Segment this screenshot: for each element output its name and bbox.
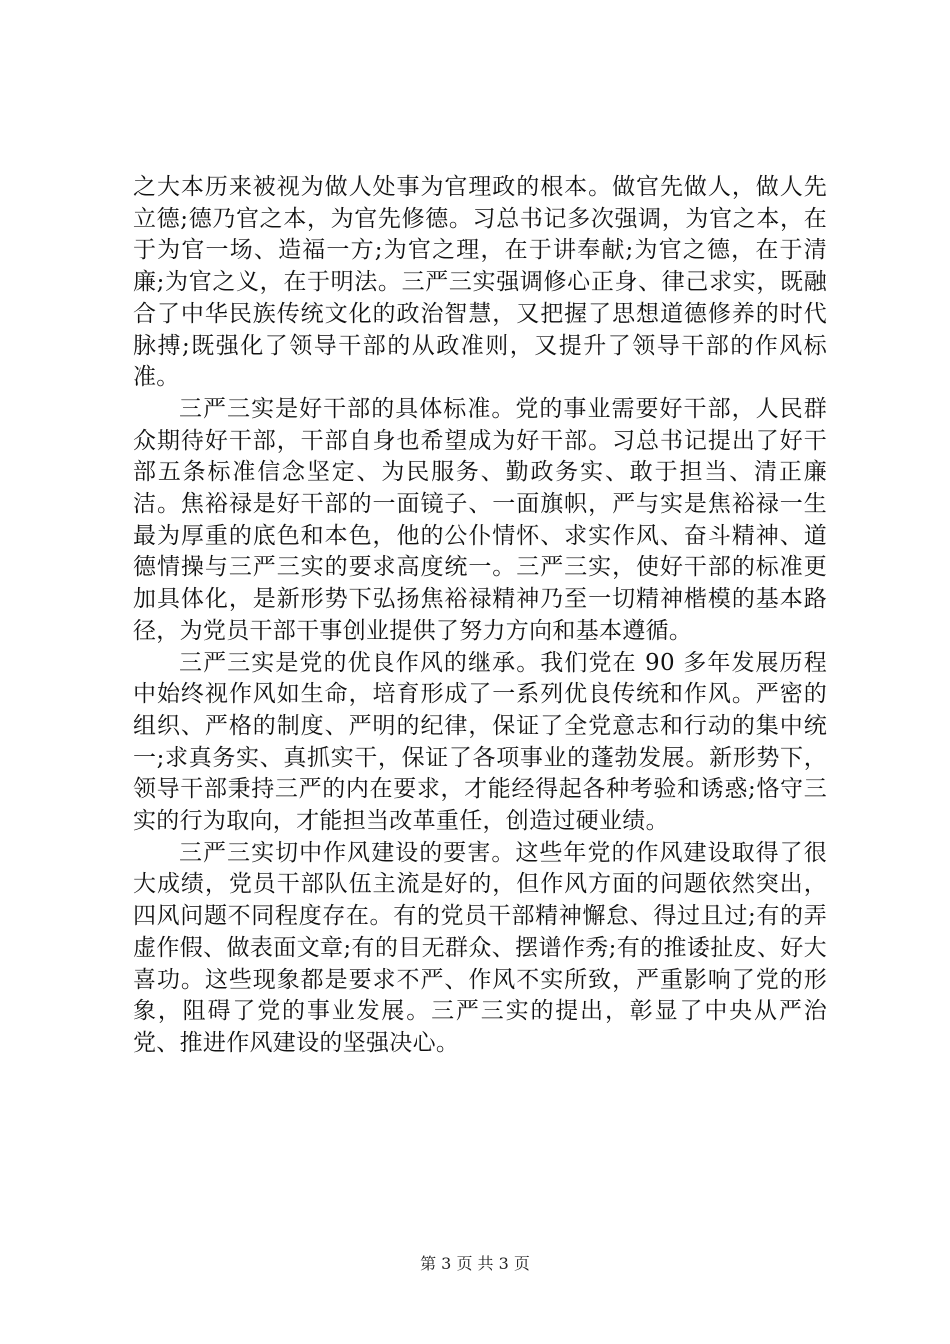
paragraph-1: 之大本历来被视为做人处事为官理政的根本。做官先做人，做人先立德;德乃官之本，为官先修德。习总书记多次强调，为官之本，在于为官一场、造福一方;为官之理，在于讲奉献;为官之德，在于清廉;为官之义，在于明法。三严三实强调修心正身、律己求实，既融合了中华民族传统文化的政治智慧，又把握了思想道德修养的时代脉搏;既强化了领导干部的从政准则，又提升了领导干部的作风标准。	[133, 174, 827, 391]
paragraph-2: 三严三实是好干部的具体标准。党的事业需要好干部，人民群众期待好干部，干部自身也希望成为好干部。习总书记提出了好干部五条标准信念坚定、为民服务、勤政务实、敢于担当、清正廉洁。焦裕禄是好干部的一面镜子、一面旗帜，严与实是焦裕禄一生最为厚重的底色和本色，他的公仆情怀、求实作风、奋斗精神、道德情操与三严三实的要求高度统一。三严三实，使好干部的标准更加具体化，是新形势下弘扬焦裕禄精神乃至一切精神楷模的基本路径，为党员干部干事创业提供了努力方向和基本遵循。	[133, 395, 827, 644]
page-footer: 第 3 页 共 3 页	[420, 1254, 530, 1273]
document-body	[133, 172, 827, 1060]
paragraph-3: 三严三实是党的优良作风的继承。我们党在 90 多年发展历程中始终视作风如生命，培育形成了一系列优良传统和作风。严密的组织、严格的制度、严明的纪律，保证了全党意志和行动的集中统一;求真务实、真抓实干，保证了各项事业的蓬勃发展。新形势下，领导干部秉持三严的内在要求，才能经得起各种考验和诱惑;恪守三实的行为取向，才能担当改革重任，创造过硬业绩。	[133, 649, 827, 835]
paragraph-4: 三严三实切中作风建设的要害。这些年党的作风建设取得了很大成绩，党员干部队伍主流是好的，但作风方面的问题依然突出，四风问题不同程度存在。有的党员干部精神懈怠、得过且过;有的弄虚作假、做表面文章;有的目无群众、摆谱作秀;有的推诿扯皮、好大喜功。这些现象都是要求不严、作风不实所致，严重影响了党的形象，阻碍了党的事业发展。三严三实的提出，彰显了中央从严治党、推进作风建设的坚强决心。	[133, 839, 827, 1056]
